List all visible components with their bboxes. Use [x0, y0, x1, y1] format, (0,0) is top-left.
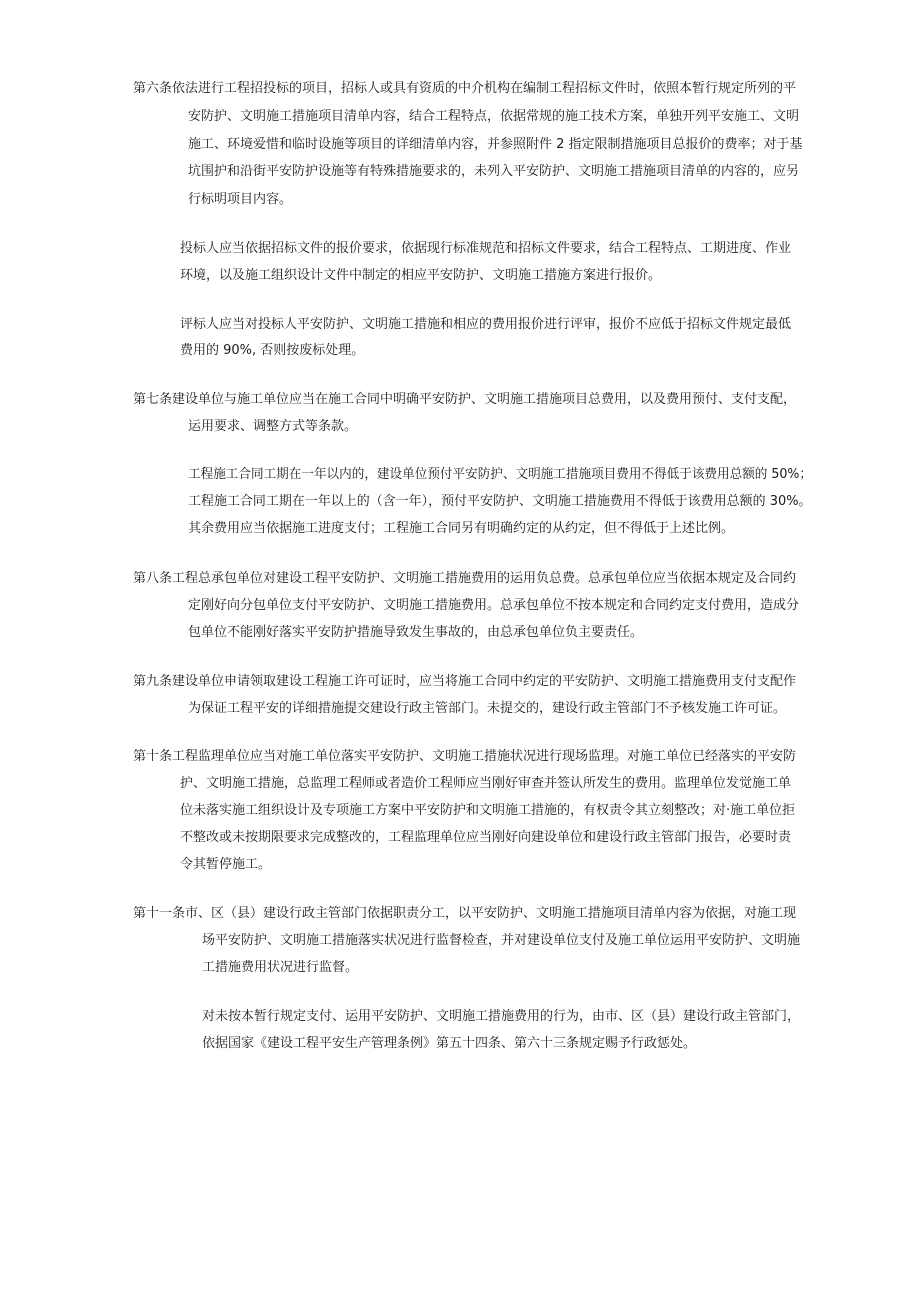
text-line: 为保证工程平安的详细措施提交建设行政主管部门。未提交的，建设行政主管部门不予核发施工许可证。 [188, 701, 787, 716]
text-line: 场平安防护、文明施工措施落实状况进行监督检查，并对建设单位支付及施工单位运用平安防护、文明施 [202, 933, 801, 948]
text-line: 位未落实施工组织设计及专项施工方案中平安防护和文明施工措施的，有权责令其立刻整改；对·施工单位拒 [180, 803, 796, 818]
text-line: 环境，以及施工组织设计文件中制定的相应平安防护、文明施工措施方案进行报价。 [180, 268, 662, 283]
text-line: 运用要求、调整方式等条款。 [188, 419, 358, 434]
text-line: 第七条建设单位与施工单位应当在施工合同中明确平安防护、文明施工措施项目总费用，以及费用预付、支付支配， [133, 392, 797, 407]
text-line: 工程施工合同工期在一年以上的（含一年），预付平安防护、文明施工措施费用不得低于该费用总额的 30%。 [188, 494, 812, 509]
text-line: 令其暂停施工。 [180, 857, 272, 872]
text-line: 第十条工程监理单位应当对施工单位落实平安防护、文明施工措施状况进行现场监理。对施工单位已经落实的平安防 [133, 749, 797, 764]
text-line: 第六条依法进行工程招投标的项目，招标人或具有资质的中介机构在编制工程招标文件时，依照本暂行规定所列的平 [133, 81, 797, 96]
text-line: 其余费用应当依据施工进度支付；工程施工合同另有明确约定的从约定，但不得低于上述比例。 [188, 521, 735, 536]
text-line: 坑围护和沿街平安防护设施等有特殊措施要求的，未列入平安防护、文明施工措施项目清单的内容的，应另 [188, 164, 800, 179]
text-line: 包单位不能刚好落实平安防护措施导致发生事故的，由总承包单位负主要责任。 [188, 625, 644, 640]
text-line: 费用的 90%, 否则按废标处理。 [180, 343, 365, 358]
text-line: 第九条建设单位申请领取建设工程施工许可证时，应当将施工合同中约定的平安防护、文明施工措施费用支付支配作 [133, 674, 797, 689]
text-line: 工程施工合同工期在一年以内的，建设单位预付平安防护、文明施工措施项目费用不得低于该费用总额的 50%； [188, 467, 813, 482]
text-line: 护、文明施工措施，总监理工程师或者造价工程师应当刚好审查并签认所发生的费用。监理单位发觉施工单 [180, 776, 792, 791]
text-line: 工措施费用状况进行监督。 [202, 960, 359, 975]
text-line: 评标人应当对投标人平安防护、文明施工措施和相应的费用报价进行评审，报价不应低于招标文件规定最低 [180, 317, 792, 332]
text-line: 投标人应当依据招标文件的报价要求，依据现行标准规范和招标文件要求，结合工程特点、工期进度、作业 [180, 241, 792, 256]
text-line: 行标明项目内容。 [188, 192, 293, 207]
text-line: 对未按本暂行规定支付、运用平安防护、文明施工措施费用的行为，由市、区（县）建设行政主管部门， [202, 1009, 801, 1024]
text-line: 第八条工程总承包单位对建设工程平安防护、文明施工措施费用的运用负总费。总承包单位应当依据本规定及合同约 [133, 571, 797, 586]
text-line: 定刚好向分包单位支付平安防护、文明施工措施费用。总承包单位不按本规定和合同约定支付费用，造成分 [188, 598, 800, 613]
text-line: 施工、环境爱惜和临时设施等项目的详细清单内容，并参照附件 2 指定限制措施项目总报价的费率；对于基 [188, 137, 803, 152]
text-line: 不整改或未按期限要求完成整改的，工程监理单位应当刚好向建设单位和建设行政主管部门报告，必要时责 [180, 830, 792, 845]
text-line: 第十一条市、区（县）建设行政主管部门依据职责分工，以平安防护、文明施工措施项目清单内容为依据，对施工现 [133, 906, 797, 921]
text-line: 依据国家《建设工程平安生产管理条例》第五十四条、第六十三条规定赐予行政惩处。 [202, 1036, 697, 1051]
text-line: 安防护、文明施工措施项目清单内容，结合工程特点，依据常规的施工技术方案，单独开列平安施工、文明 [188, 109, 800, 124]
